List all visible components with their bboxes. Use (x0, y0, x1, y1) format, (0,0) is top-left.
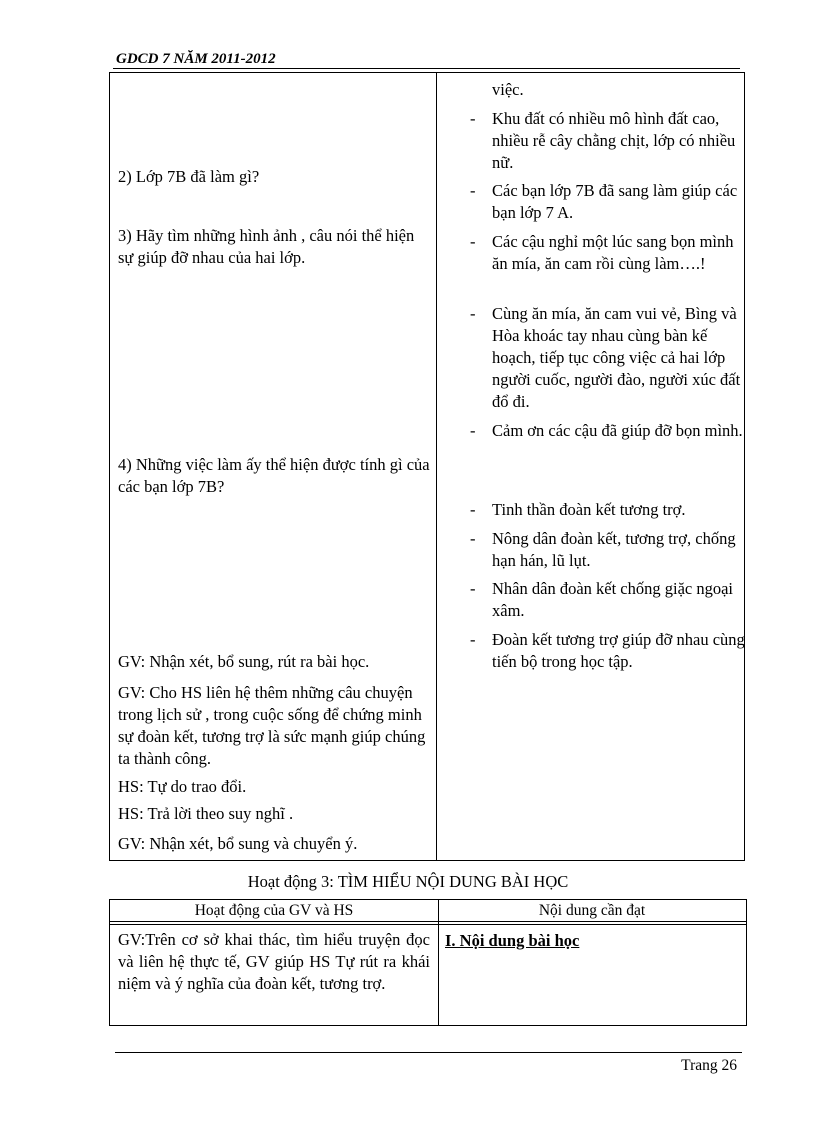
student-answer: HS: Trả lời theo suy nghĩ . (118, 804, 294, 823)
teacher-note: GV: Nhận xét, bổ sung, rút ra bài học. (118, 652, 370, 671)
activity-table (109, 899, 747, 1026)
lesson-content-heading: I. Nội dung bài học (445, 931, 580, 950)
question-3: 3) Hãy tìm những hình ảnh , câu nói thể hiện sự giúp đỡ nhau của hai lớp. (118, 226, 415, 267)
question-4: 4) Những việc làm ấy thể hiện được tính gì của các bạn lớp 7B? (118, 455, 430, 496)
column-header-content: Nội dung cần đạt (538, 902, 646, 919)
column-divider (436, 73, 437, 860)
teacher-transition: GV: Nhận xét, bổ sung và chuyển ý. (118, 834, 358, 853)
footer-rule (115, 1052, 742, 1053)
activity-title: Hoạt động 3: TÌM HIỂU NỘI DUNG BÀI HỌC (247, 872, 569, 891)
page-number: Trang 26 (681, 1057, 737, 1074)
question-2: 2) Lớp 7B đã làm gì? (118, 167, 260, 186)
teacher-instruction: GV:Trên cơ sở khai thác, tìm hiểu truyện đọc và liên hệ thực tế, GV giúp HS Tự rút ra khái niệm và ý nghĩa của đoàn kết, tương trợ. (118, 930, 430, 993)
header-title: GDCD 7 NĂM 2011-2012 (116, 51, 276, 67)
column-header-activity: Hoạt động của GV và HS (194, 902, 354, 919)
continued-text: việc. (492, 80, 524, 99)
teacher-instruction: GV: Cho HS liên hệ thêm những câu chuyện trong lịch sử , trong cuộc sống để chứng minh sự đoàn kết, tương trợ là sức mạnh giúp chúng ta thành công. (118, 683, 426, 768)
student-note: HS: Tự do trao đổi. (118, 777, 247, 796)
lesson-table: 2) Lớp 7B đã làm gì? 3) Hãy tìm những hình ảnh , câu nói thể hiện sự giúp đỡ nhau của hai lớp. 4) Những việc làm ấy thể hiện được tính gì của các bạn lớp 7B? GV: Nhận xét, bổ sung, rút ra bài học. GV: Cho HS liên hệ thêm những câu chuyện trong lịch sử , trong cuộc sống để chứng minh sự đoàn kết, tương trợ là sức mạnh giúp chúng ta thành công. HS: Tự do trao đổi. HS: Trả lời theo suy nghĩ . GV: Nhận xét, bổ sung và chuyển ý. việc. - Khu đất có nhiều mô hình đất cao, nhiều rễ cây chằng chịt, lớp có nhiều nữ. - Các bạn lớp 7B đã sang làm giúp các bạn lớp 7 A. - Các cậu nghỉ một lúc sang bọn mình ăn mía, ăn cam rồi cùng làm….! - Cùng ăn mía, ăn cam vui vẻ, Bìng và Hòa khoác tay nhau cùng bàn kế hoạch, tiếp tục công việc cả hai lớp người cuốc, người đào, người xúc đất đổ đi. - Cảm ơn các cậu đã giúp đỡ bọn mình. - Tinh thần đoàn kết tương trợ. - Nông dân đoàn kết, tương trợ, chống hạn hán, lũ lụt. - Nhân dân đoàn kết chống giặc ngoại xâm. - Đoàn kết tương trợ giúp đỡ nhau cùng tiến bộ trong học tập. (109, 72, 745, 861)
header-rule (110, 921, 746, 922)
header-rule (113, 68, 740, 69)
header-rule (110, 924, 746, 925)
